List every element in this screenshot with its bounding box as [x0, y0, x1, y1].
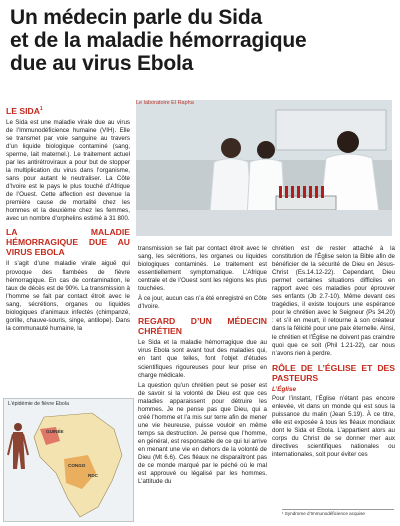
title-line-1: Un médecin parle du Sida: [10, 6, 262, 29]
title-line-3: due au virus Ebola: [10, 52, 194, 75]
medecin-heading: REGARD D’UN MÉDECIN CHRÉTIEN: [138, 316, 267, 337]
article-title: [10, 6, 395, 75]
title-line-2: et de la maladie hémorragique: [10, 29, 307, 52]
eglise-subheading: L’Église: [272, 385, 297, 393]
ebola-map: [3, 398, 134, 522]
column-3: [272, 245, 395, 461]
ebola-heading: LA MALADIE HÉMORRAGIQUE DUE AU VIRUS EBOLA: [6, 227, 130, 258]
medecin-paragraph-1: Le Sida et la maladie hémorragique due au virus Ebola sont avant tout des maladies qui, en tant que telles, font l’objet d’études scientifiques rigoureuses pour leur prise en charge médicale.: [138, 339, 267, 379]
eglise-paragraph: Pour l’instant, l’Église n’étant pas encore enlevée, vit dans un monde qui est sous la puissance du malin (Jean 5.19). À ce titre, elle est exposée à tous les fléaux mondiaux dont le Sida et Ebola. L’appartient alors au corps du Christ de se donner mer aux directives scientifiques nationales ou internationales, soit pour éviter ces: [272, 394, 395, 459]
eglise-heading: RÔLE DE L’ÉGLISE ET DES PASTEURS: [272, 362, 395, 383]
ebola-paragraph: Il s’agit d’une maladie virale aiguë qui provoque des flambées de fièvre hémorragique. En cas de contamination, le taux de décès est de 90%. La transmission à l’homme se fait par contact étroit avec le sang, sécrétions, organes ou liquides biologiques d’animaux infectés (chimpanzé, gorille, chauve-souris, singe, antilope). Dans la communauté humaine, la: [6, 260, 130, 332]
sida-heading: LE SIDA$^1$: [6, 105, 43, 116]
map-label-congo: CONGO: [68, 463, 86, 468]
map-label-guinea: GUINÉE: [46, 429, 64, 434]
lab-photo-illustration: [136, 100, 392, 236]
column-2: [138, 245, 267, 488]
map-label-rdc: RDC: [88, 473, 98, 478]
transmission-paragraph: transmission se fait par contact étroit avec le sang, les sécrétions, les organes ou liquides biologiques contaminés. Le traitement est essentiellement symptomatique. L’Afrique centrale et de l’Ouest sont les régions les plus touchées.: [138, 245, 267, 293]
chretien-paragraph: chrétien est de rester attaché à la constitution de l’Église selon la Bible afin de bénéficier de la sécurité de Dieu en Jésus-Christ (Es.14.12-22). Cependant, Dieu permet certaines situations difficiles en rapport avec ces maladies pour éprouver ses enfants (Jb 2.7-10). Même devant ces tragédies, il existe toujours une espérance pour le chrétien avec le Seigneur (Ps 34.20) : et s’il en meurt, il retourne à son créateur dans la félicité pour une paix éternelle. Ainsi, le chrétien et l’Église ne doivent pas craindre quoi que ce soit (Phil 1.21-22), car nous n’avons rien à perdre.: [272, 245, 395, 357]
africa-map-illustration: [4, 399, 133, 521]
map-title: L’épidémie de fièvre Ebola: [8, 401, 69, 407]
column-1: [6, 104, 130, 335]
lab-photo: [136, 100, 392, 236]
footnote: ¹ Syndrome d’Immunodéficience acquise: [282, 509, 394, 516]
sida-paragraph: Le Sida est une maladie virale due au virus de l’Immunodéficience humaine (VIH). Elle se transmet par voie sanguine au travers d’un liquide biologique contaminé (sang, sperme, lait maternel.). Le traitement actuel par les antirétroviraux a pour but de stopper la multiplication du virus dans l’organisme, sans pour autant le neutraliser. La Côte d’Ivoire est le pays le plus touché d’Afrique de l’Ouest. Cette affection est devenue la première cause de mortalité chez les hommes et la deuxième chez les femmes, avec un nombre d’orphelins estimé à 31 800.: [6, 118, 130, 223]
medecin-paragraph-2: La question qu’un chrétien peut se poser est de savoir si la volonté de Dieu est que ces maladies apparaissent pour détruire les hommes. Je ne pense pas que Dieu, qui a créé l’homme et l’a mis sur terre afin de mener une vie heureuse, puisse vouloir en même temps sa destruction. Je pense que l’homme, en général, est responsable de ce qui lui arrive en menant une vie en dehors de la volonté de Dieu (Mt 6.6). Ces fléaux ne disparaîtront pas de ce monde marqué par le péché où le mal est approuvé ou légalisé par les hommes. L’attitude du: [138, 381, 267, 486]
photo-caption: Le laboratoire El Rapha: [136, 100, 194, 106]
cote-ivoire-paragraph: À ce jour, aucun cas n’a été enregistré en Côte d’Ivoire.: [138, 295, 267, 311]
